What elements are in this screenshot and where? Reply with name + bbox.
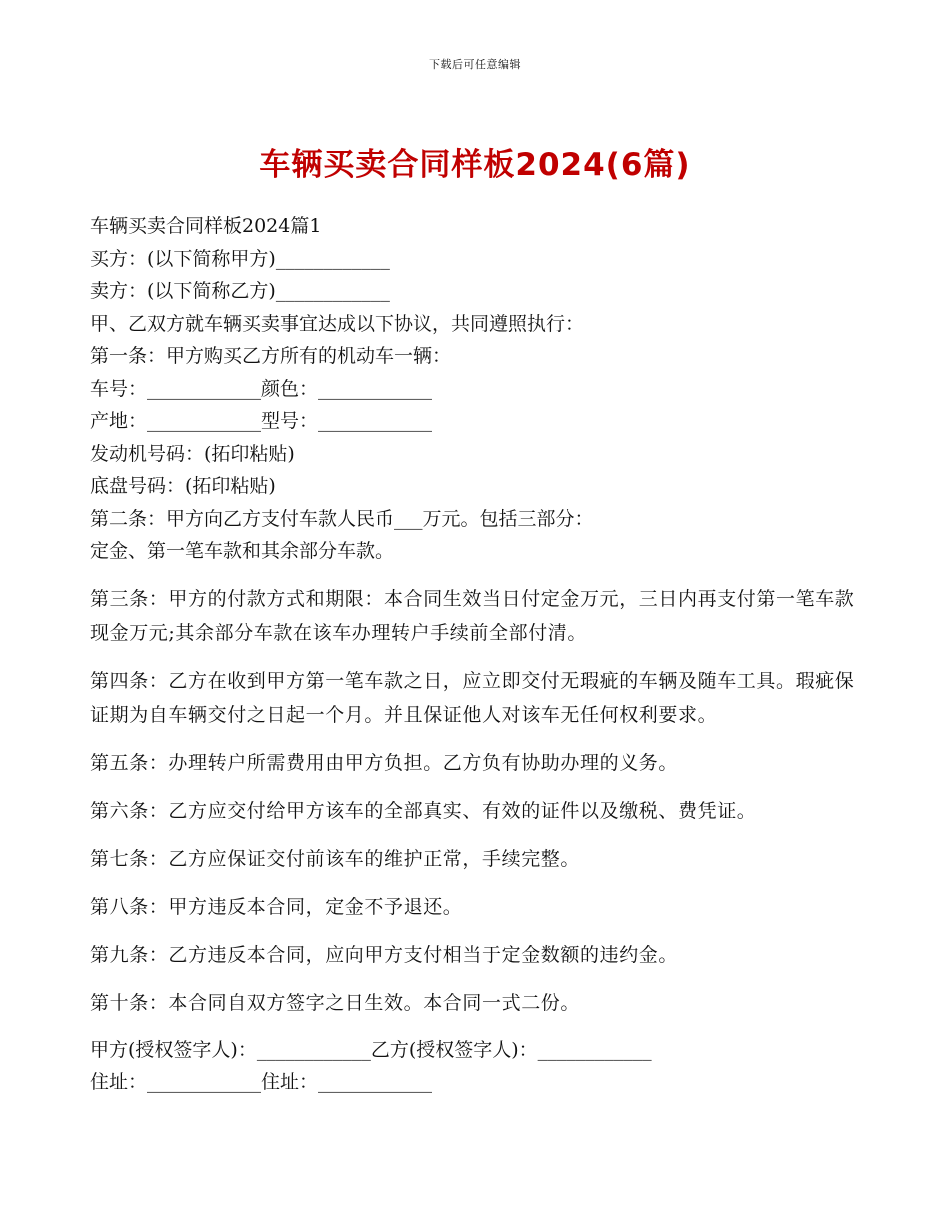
clause-5: 第五条：办理转户所需费用由甲方负担。乙方负有协助办理的义务。 — [90, 751, 679, 774]
plate-color-line: 车号：____________颜色：____________ — [90, 377, 433, 400]
clause-3: 第三条：甲方的付款方式和期限：本合同生效当日付定金万元，三日内再支付第一笔车款现金万元;其余部分车款在该车办理转户手续前全部付清。 — [90, 587, 855, 644]
seller-line: 卖方：(以下简称乙方)____________ — [90, 280, 390, 302]
clause-7: 第七条：乙方应保证交付前该车的维护正常，手续完整。 — [90, 847, 581, 870]
header-note: 下载后可任意编辑 — [429, 58, 521, 71]
clause-4: 第四条：乙方在收到甲方第一笔车款之日，应立即交付无瑕疵的车辆及随车工具。瑕疵保证期为自车辆交付之日起一个月。并且保证他人对该车无任何权利要求。 — [90, 669, 855, 726]
chassis-number-line: 底盘号码：(拓印粘贴) — [90, 475, 276, 497]
engine-number-line: 发动机号码：(拓印粘贴) — [90, 442, 295, 465]
signature-line: 甲方(授权签字人)：____________乙方(授权签字人)：____________ — [90, 1038, 652, 1061]
clause-6: 第六条：乙方应交付给甲方该车的全部真实、有效的证件以及缴税、费凭证。 — [90, 799, 757, 822]
agreement-intro: 甲、乙双方就车辆买卖事宜达成以下协议，共同遵照执行： — [90, 312, 585, 335]
document-title: 车辆买卖合同样板2024(6篇) — [259, 147, 691, 183]
origin-model-line: 产地：____________型号：____________ — [90, 410, 433, 432]
clause-9: 第九条：乙方违反本合同，应向甲方支付相当于定金数额的违约金。 — [90, 943, 679, 966]
clause-8: 第八条：甲方违反本合同，定金不予退还。 — [90, 895, 463, 918]
clause-2: 第二条：甲方向乙方支付车款人民币___万元。包括三部分： — [90, 507, 594, 530]
clause-2-continued: 定金、第一笔车款和其余部分车款。 — [90, 540, 395, 562]
clause-10: 第十条：本合同自双方签字之日生效。本合同一式二份。 — [90, 991, 581, 1014]
buyer-line: 买方：(以下简称甲方)____________ — [90, 247, 390, 270]
clause-1: 第一条：甲方购买乙方所有的机动车一辆： — [90, 345, 452, 367]
address-line: 住址：____________住址：____________ — [90, 1071, 433, 1093]
section-heading: 车辆买卖合同样板2024篇1 — [90, 215, 322, 237]
document-body — [90, 210, 860, 1099]
